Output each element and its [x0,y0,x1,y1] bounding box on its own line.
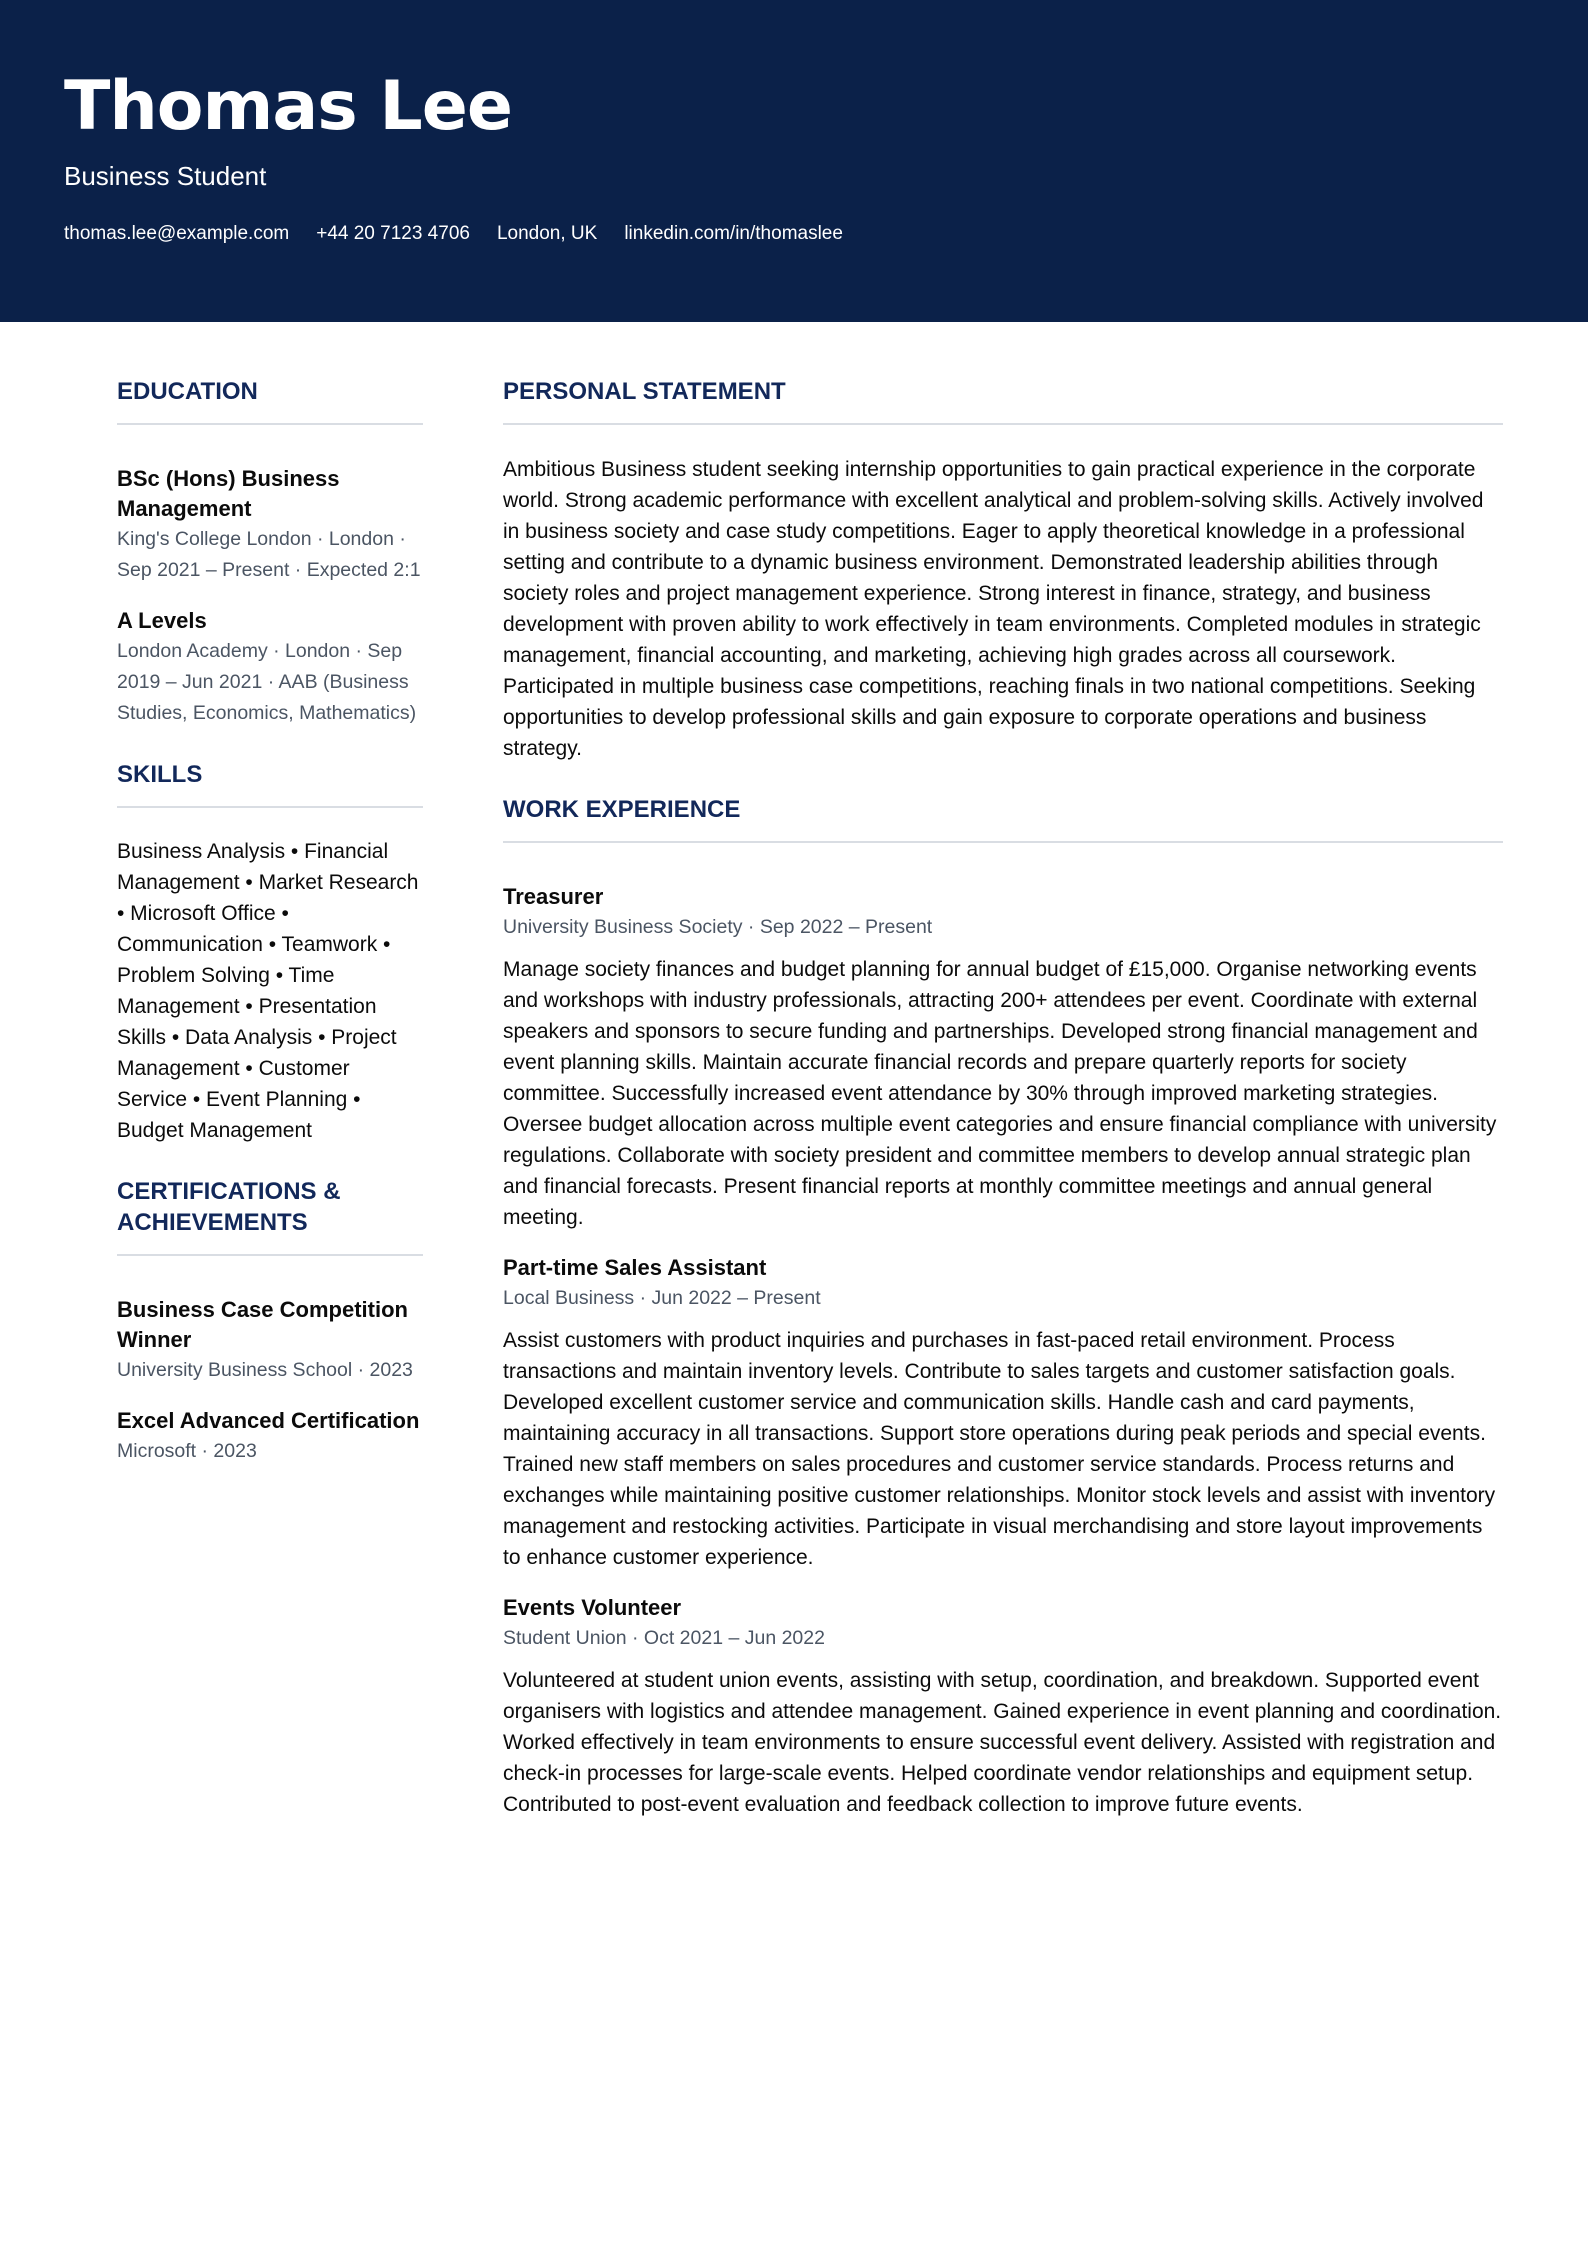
contact-row [64,222,1524,246]
contact-email[interactable]: thomas.lee@example.com [64,223,290,244]
job-meta: University Business Society · Sep 2022 – Present [503,916,933,938]
certification-name: Business Case Competition Winner [117,1297,408,1352]
experience-section [503,794,1503,1820]
education-meta: London Academy · London · Sep 2019 – Jun 2021 · AAB (Business Studies, Economics, Mathematics) [117,640,417,724]
job-title: Treasurer [503,884,604,909]
job-description: Manage society finances and budget planning for annual budget of £15,000. Organise networking events and workshops with industry professionals, attracting 200+ attendees per event. Coordinate with external speakers and sponsors to secure funding and partnerships. Developed strong financial management and event planning skills. Maintain accurate financial records and prepare quarterly reports for society committee. Successfully increased event attendance by 30% through improved marketing strategies. Oversee budget allocation across multiple event categories and ensure financial compliance with university regulations. Collaborate with society president and committee members to develop annual strategic plan and financial forecasts. Present financial reports at monthly committee meetings and annual general meeting. [503,958,1497,1229]
certifications-section [117,1176,423,1467]
job-meta: Local Business · Jun 2022 – Present [503,1287,821,1309]
certification-meta: University Business School · 2023 [117,1359,413,1381]
education-meta: King's College London · London · Sep 2021 – Present · Expected 2:1 [117,528,421,581]
right-column [503,376,1503,1820]
statement-heading: PERSONAL STATEMENT [503,376,1503,425]
certification-meta: Microsoft · 2023 [117,1440,257,1462]
skills-list: Business Analysis • Financial Management • Market Research • Microsoft Office • Communication • Teamwork • Problem Solving • Time Management • Presentation Skills • Data Analysis • Project Management • Customer Service • Event Planning • Budget Management [117,840,419,1142]
experience-heading: WORK EXPERIENCE [503,794,1503,843]
left-column [117,376,423,1820]
certification-item [117,1406,423,1467]
skills-section [117,759,423,1146]
statement-section [503,376,1503,764]
education-item [117,464,423,586]
education-section [117,376,423,729]
statement-text: Ambitious Business student seeking internship opportunities to gain practical experience in the corporate world. Strong academic performance with excellent analytical and problem-solving skills. Actively involved in business society and case study competitions. Eager to apply theoretical knowledge in a professional setting and contribute to a dynamic business environment. Demonstrated leadership abilities through society roles and project management experience. Strong interest in finance, strategy, and business development with proven ability to work effectively in team environments. Completed modules in strategic management, financial accounting, and marketing, achieving high grades across all coursework. Participated in multiple business case competitions, reaching finals in two national competitions. Seeking opportunities to develop professional skills and gain exposure to corporate operations and business strategy. [503,458,1484,760]
education-degree: A Levels [117,608,207,633]
certification-item [117,1295,423,1386]
job-title: Events Volunteer [503,1595,682,1620]
certification-name: Excel Advanced Certification [117,1408,420,1433]
contact-linkedin[interactable]: linkedin.com/in/thomaslee [624,223,843,244]
skills-heading: SKILLS [117,759,423,808]
certifications-heading: CERTIFICATIONS & ACHIEVEMENTS [117,1176,423,1256]
education-heading: EDUCATION [117,376,423,425]
candidate-role: Business Student [64,161,267,191]
job-entry [503,1593,1503,1820]
job-description: Volunteered at student union events, assisting with setup, coordination, and breakdown. Supported event organisers with logistics and attendee management. Gained experience in event planning and coordination. Worked effectively in team environments to ensure successful event delivery. Assisted with registration and check-in processes for large-scale events. Helped coordinate vendor relationships and equipment setup. Contributed to post-event evaluation and feedback collection to improve future events. [503,1669,1502,1816]
education-degree: BSc (Hons) Business Management [117,466,340,521]
job-description: Assist customers with product inquiries and purchases in fast-paced retail environment. Process transactions and maintain inventory levels. Contribute to sales targets and customer satisfaction goals. Developed excellent customer service and communication skills. Handle cash and card payments, maintaining accuracy in all transactions. Support store operations during peak periods and special events. Trained new staff members on sales procedures and customer service standards. Process returns and exchanges while maintaining positive customer relationships. Monitor stock levels and assist with inventory management and restocking activities. Participate in visual merchandising and store layout improvements to enhance customer experience. [503,1329,1496,1569]
job-title: Part-time Sales Assistant [503,1255,767,1280]
contact-phone[interactable]: +44 20 7123 4706 [316,223,470,244]
job-meta: Student Union · Oct 2021 – Jun 2022 [503,1627,825,1649]
job-entry [503,882,1503,1233]
job-entry [503,1253,1503,1573]
resume-header [0,0,1588,322]
contact-location: London, UK [496,223,598,244]
education-item [117,606,423,729]
candidate-name: Thomas Lee [64,67,512,146]
resume-body [0,322,1588,1820]
